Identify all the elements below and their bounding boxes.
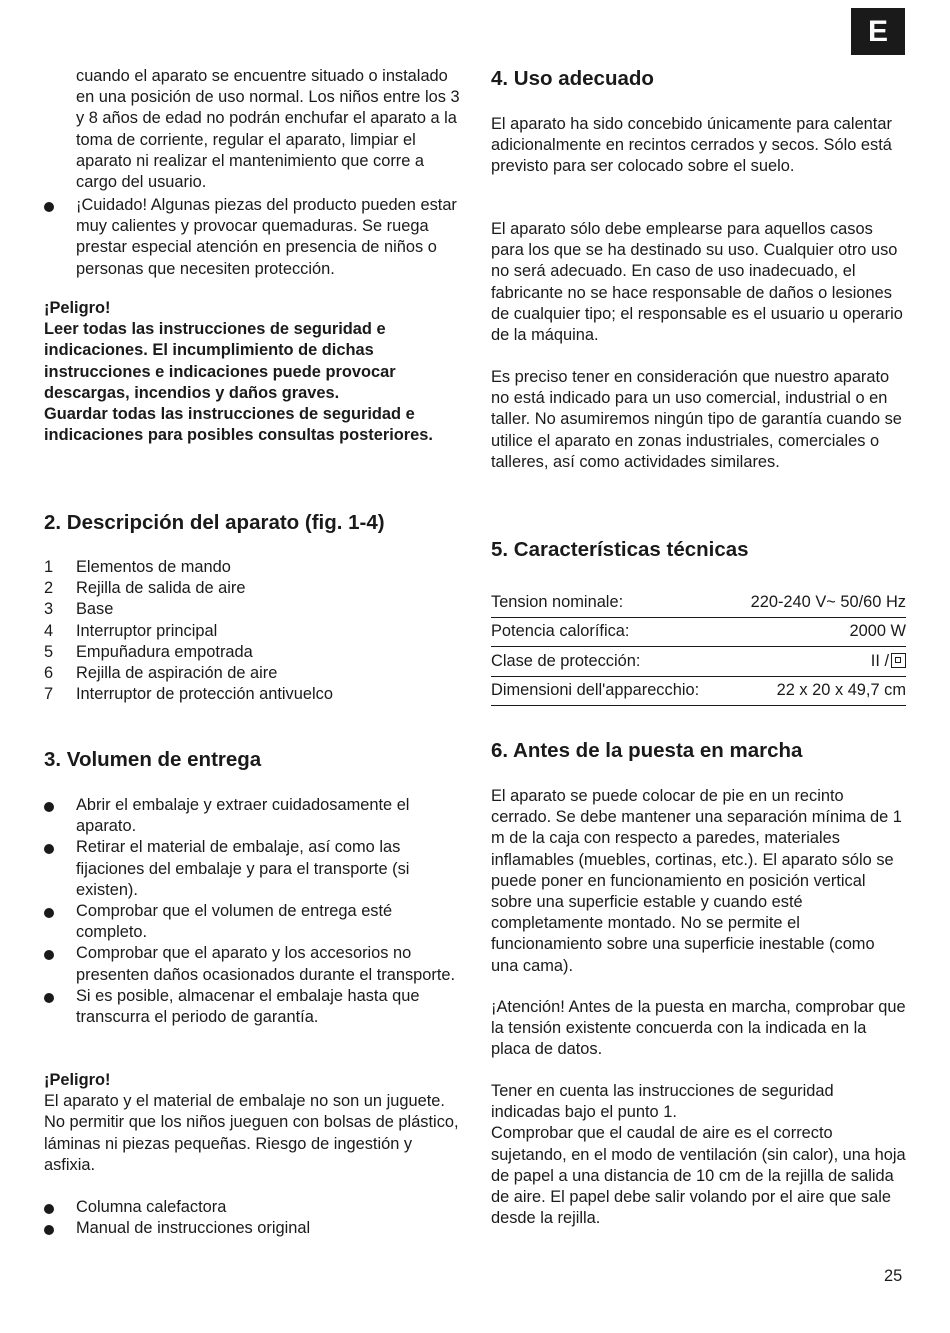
- list-item: Manual de instrucciones original: [44, 1218, 464, 1239]
- list-item: Retirar el material de embalaje, así como las fijaciones del embalaje y para el transporte (si existen).: [44, 837, 464, 901]
- safety-reference-text: Tener en cuenta las instrucciones de seguridad indicadas bajo el punto 1.: [491, 1082, 834, 1122]
- list-item: Si es posible, almacenar el embalaje hasta que transcurra el periodo de garantía.: [44, 986, 464, 1028]
- spec-label: Dimensioni dell'apparecchio:: [491, 676, 729, 706]
- left-column: [44, 0, 464, 1238]
- before-use-paragraph-3: [491, 1081, 906, 1229]
- caution-bullet: [44, 195, 464, 280]
- section-4-heading: 4. Uso adecuado: [491, 67, 654, 90]
- bullet-icon: [44, 802, 54, 812]
- airflow-check-text: Comprobar que el caudal de aire es el correcto sujetando, en el modo de ventilación (sin calor), una hoja de papel a una distancia de 10 cm de la rejilla de salida de aire. El papel debe salir volando por el aire que sale desde la rejilla.: [491, 1124, 906, 1228]
- intended-use-paragraph-2: El aparato sólo debe emplearse para aquellos casos para los que se ha destinado su uso. Cualquier otro uso no será adecuado. En caso de uso inadecuado, el fabricante no se hace responsable de daños o lesiones de cualquier tipo; el responsable es el usuario u operario de la máquina.: [491, 220, 903, 345]
- danger-text: El aparato y el material de embalaje no son un juguete. No permitir que los niños jueguen con bolsas de plástico, láminas ni piezas pequeñas. Riesgo de ingestión y asfixia.: [44, 1092, 459, 1174]
- bullet-icon: [44, 844, 54, 854]
- list-item: Comprobar que el aparato y los accesorios no presenten daños ocasionados durante el transporte.: [44, 943, 464, 985]
- table-row: [491, 647, 906, 677]
- list-item: 2 Rejilla de salida de aire: [44, 579, 246, 598]
- bullet-icon: [44, 202, 54, 212]
- safety-continued-text: cuando el aparato se encuentre situado o instalado en una posición de uso normal. Los niños entre los 3 y 8 años de edad no podrán enchufar el aparato a la toma de corriente, regular el aparato, limpiar el aparato ni realizar el mantenimiento que corre a cargo del usuario.: [76, 67, 460, 192]
- danger-text-keep: Guardar todas las instrucciones de seguridad e indicaciones para posibles consultas posteriores.: [44, 405, 433, 445]
- list-item: 4 Interruptor principal: [44, 621, 218, 640]
- bullet-icon: [44, 908, 54, 918]
- parts-list: [44, 557, 464, 705]
- spec-value: 220-240 V~ 50/60 Hz: [729, 588, 906, 617]
- table-row: [491, 617, 906, 647]
- list-item: 6 Rejilla de aspiración de aire: [44, 664, 278, 683]
- bullet-icon: [44, 1204, 54, 1214]
- delivery-list: [44, 795, 464, 1028]
- before-use-paragraph-2: ¡Atención! Antes de la puesta en marcha, comprobar que la tensión existente concuerda con la indicada en la placa de datos.: [491, 998, 906, 1059]
- table-row: [491, 676, 906, 706]
- danger-notice-1: [44, 298, 464, 446]
- list-item: 5 Empuñadura empotrada: [44, 642, 253, 661]
- table-row: [491, 588, 906, 617]
- section-6-heading: 6. Antes de la puesta en marcha: [491, 739, 803, 762]
- list-item: 1 Elementos de mando: [44, 558, 231, 576]
- spec-value: 2000 W: [729, 617, 906, 647]
- list-item: Columna calefactora: [44, 1197, 464, 1218]
- list-item: Comprobar que el volumen de entrega esté completo.: [44, 901, 464, 943]
- section-2-heading: 2. Descripción del aparato (fig. 1-4): [44, 511, 385, 534]
- contents-list: [44, 1197, 464, 1239]
- danger-notice-2: [44, 1070, 464, 1176]
- page-number: 25: [884, 1267, 903, 1285]
- caution-text: ¡Cuidado! Algunas piezas del producto pueden estar muy calientes y provocar quemaduras. Se ruega prestar especial atención en presencia de niños o personas que necesiten protección.: [76, 196, 457, 278]
- spec-value: II /: [870, 651, 889, 670]
- specs-table: [491, 588, 906, 706]
- spec-label: Tension nominale:: [491, 588, 729, 617]
- danger-title: ¡Peligro!: [44, 1071, 111, 1089]
- before-use-paragraph-1: El aparato se puede colocar de pie en un recinto cerrado. Se debe mantener una separación mínima de 1 m de la caja con respecto a paredes, materiales inflamables (muebles, cortinas, etc.). El aparato sólo se puede poner en funcionamiento en posición vertical sobre una superficie estable y cuando esté completamente montado. No se permite el funcionamiento sobre una superficie inestable (como una cama).: [491, 787, 902, 975]
- spec-label: Potencia calorífica:: [491, 617, 729, 647]
- intended-use-paragraph-1: El aparato ha sido concebido únicamente para calentar adicionalmente en recintos cerrados y secos. Sólo está previsto para ser colocado sobre el suelo.: [491, 115, 892, 176]
- danger-title: ¡Peligro!: [44, 299, 111, 317]
- danger-text: Leer todas las instrucciones de seguridad e indicaciones. El incumplimiento de dichas instrucciones e indicaciones puede provocar descargas, incendios y daños graves.: [44, 320, 396, 402]
- list-item: Abrir el embalaje y extraer cuidadosamente el aparato.: [44, 795, 464, 837]
- section-3-heading: 3. Volumen de entrega: [44, 748, 262, 771]
- intended-use-paragraph-3: Es preciso tener en consideración que nuestro aparato no está indicado para un uso comercial, industrial o en taller. No asumiremos ningún tipo de garantía cuando se utilice el aparato en zonas industriales, comerciales o talleres, así como actividades similares.: [491, 368, 902, 471]
- list-item: 7 Interruptor de protección antivuelco: [44, 685, 333, 704]
- section-5-heading: 5. Características técnicas: [491, 538, 749, 561]
- bullet-icon: [44, 1225, 54, 1235]
- spec-value: 22 x 20 x 49,7 cm: [729, 676, 906, 706]
- list-item: 3 Base: [44, 600, 114, 619]
- spec-label: Clase de protección:: [491, 647, 729, 677]
- spec-value-cell: [729, 647, 906, 677]
- language-tab: E: [851, 8, 905, 55]
- double-insulation-icon: [891, 653, 906, 668]
- bullet-icon: [44, 950, 54, 960]
- bullet-icon: [44, 993, 54, 1003]
